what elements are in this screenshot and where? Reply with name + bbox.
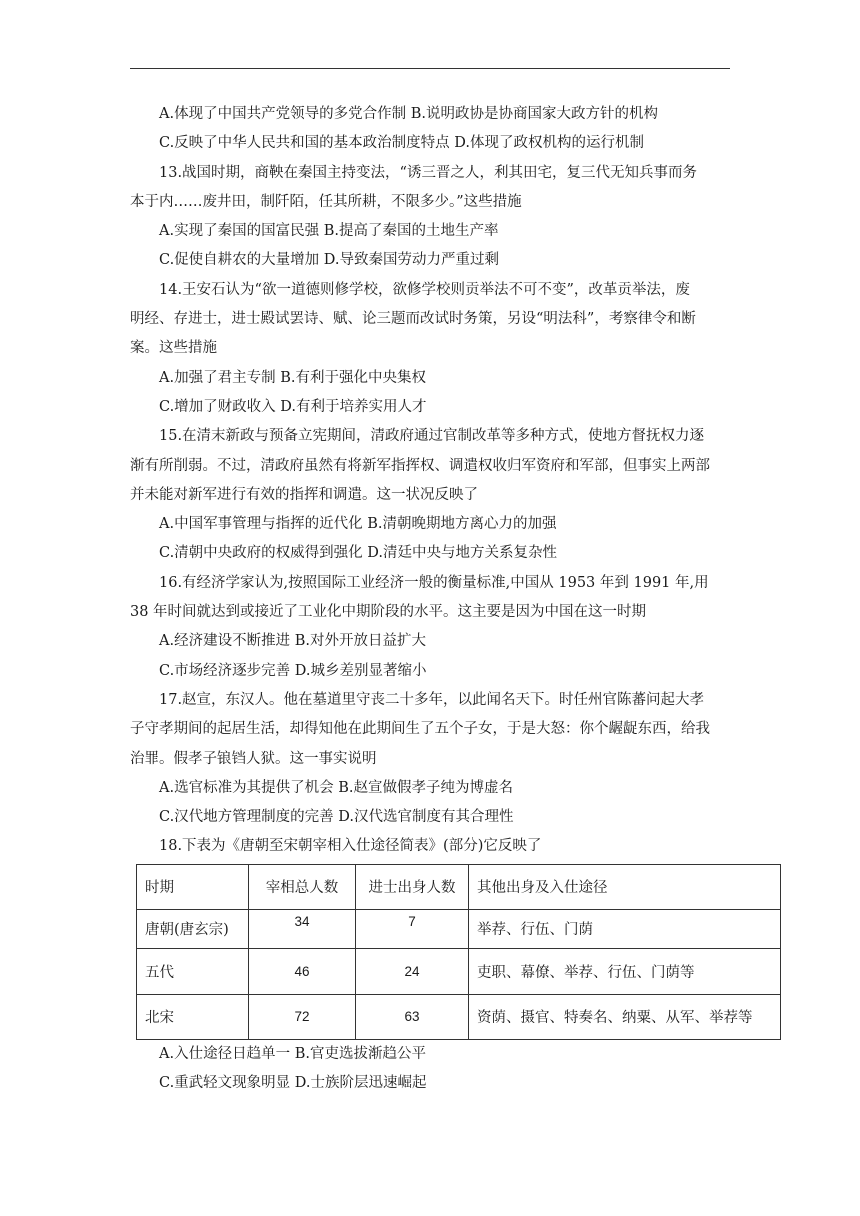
table-header-cell: 宰相总人数 [249, 864, 356, 909]
q18-options-line2: C.重武轻文现象明显 D.士族阶层迅速崛起 [159, 1075, 427, 1092]
q14-stem-line2: 明经、存进士，进士殿试罢诗、赋、论三题而改试时务策，另设“明法科”，考察律令和断 [130, 311, 696, 328]
q14-options-line1: A.加强了君主专制 B.有利于强化中央集权 [159, 369, 426, 386]
table-header-row [137, 864, 781, 909]
q12-options-line1: A.体现了中国共产党领导的多党合作制 B.说明政协是协商国家大政方针的机构 [159, 106, 658, 122]
q15-options-line1: A.中国军事管理与指挥的近代化 B.清朝晚期地方离心力的加强 [159, 516, 557, 533]
q15-stem-line3: 并未能对新军进行有效的指挥和调遣。这一状况反映了 [130, 486, 478, 503]
table-cell: 唐朝(唐玄宗) [137, 909, 249, 948]
q17-stem-line3: 治罪。假孝子锒铛人狱。这一事实说明 [130, 750, 377, 767]
table-cell: 24 [356, 948, 469, 994]
table-cell: 46 [249, 948, 356, 994]
table-row [137, 909, 781, 948]
q13-options-line1: A.实现了秦国的国富民强 B.提高了秦国的土地生产率 [159, 223, 499, 240]
table-cell: 34 [249, 909, 356, 948]
q14-stem-line3: 案。这些措施 [130, 340, 217, 357]
q15-stem-line2: 渐有所削弱。不过，清政府虽然有将新军指挥权、调遣权收归军资府和军部，但事实上两部 [130, 457, 710, 474]
q16-options-line2: C.市场经济逐步完善 D.城乡差别显著缩小 [159, 662, 427, 679]
q15-stem-line1: 15.在清末新政与预备立宪期间，清政府通过官制改革等多种方式，使地方督抚权力逐 [159, 428, 705, 445]
table-cell: 资荫、摄官、特奏名、纳粟、从军、举荐等 [469, 994, 781, 1039]
q15-options-line2: C.清朝中央政府的权威得到强化 D.清廷中央与地方关系复杂性 [159, 545, 558, 562]
table-cell: 举荐、行伍、门荫 [469, 909, 781, 948]
q18-options-line1: A.入仕途径日趋单一 B.官吏选拔渐趋公平 [159, 1045, 426, 1062]
q13-stem-line2: 本于内……废井田，制阡陌，任其所耕，不限多少。”这些措施 [130, 193, 522, 210]
q13-stem-line1: 13.战国时期，商鞅在秦国主持变法，“诱三晋之人，利其田宅，复三代无知兵事而务 [159, 164, 697, 181]
table-row [137, 994, 781, 1039]
table-cell: 吏职、幕僚、举荐、行伍、门荫等 [469, 948, 781, 994]
q17-options-line2: C.汉代地方管理制度的完善 D.汉代选官制度有其合理性 [159, 809, 514, 826]
q14-stem-line1: 14.王安石认为“欲一道德则修学校，欲修学校则贡举法不可不变”，改革贡举法，废 [159, 281, 690, 298]
table-cell: 五代 [137, 948, 249, 994]
exam-content [130, 100, 753, 1098]
table-row [137, 948, 781, 994]
q16-options-line1: A.经济建设不断推进 B.对外开放日益扩大 [159, 633, 426, 650]
table-cell: 72 [249, 994, 356, 1039]
q16-stem-line1: 16.有经济学家认为,按照国际工业经济一般的衡量标准,中国从 1953 年到 1991 年,用 [159, 574, 709, 591]
prime-minister-table [136, 864, 781, 1040]
q16-stem-line2: 38 年时间就达到或接近了工业化中期阶段的水平。这主要是因为中国在这一时期 [130, 604, 647, 621]
table-cell: 北宋 [137, 994, 249, 1039]
table-cell: 7 [356, 909, 469, 948]
q12-options-line2: C.反映了中华人民共和国的基本政治制度特点 D.体现了政权机构的运行机制 [159, 135, 645, 152]
q17-stem-line2: 子守孝期间的起居生活，却得知他在此期间生了五个子女，于是大怒：你个龌龊东西，给我 [130, 721, 710, 738]
q17-options-line1: A.选官标准为其提供了机会 B.赵宣做假孝子纯为博虚名 [159, 779, 513, 796]
table-header-cell: 时期 [137, 864, 249, 909]
table-header-cell: 其他出身及入仕途径 [469, 864, 781, 909]
q13-options-line2: C.促使自耕农的大量增加 D.导致秦国劳动力严重过剩 [159, 252, 500, 269]
table-cell: 63 [356, 994, 469, 1039]
table-header-cell: 进士出身人数 [356, 864, 469, 909]
q17-stem-line1: 17.赵宣，东汉人。他在墓道里守丧二十多年，以此闻名天下。时任州官陈蕃问起大孝 [159, 691, 705, 708]
q14-options-line2: C.增加了财政收入 D.有利于培养实用人才 [159, 398, 427, 415]
q18-stem-line1: 18.下表为《唐朝至宋朝宰相入仕途径简表》(部分)它反映了 [159, 838, 542, 855]
header-rule [130, 68, 730, 69]
